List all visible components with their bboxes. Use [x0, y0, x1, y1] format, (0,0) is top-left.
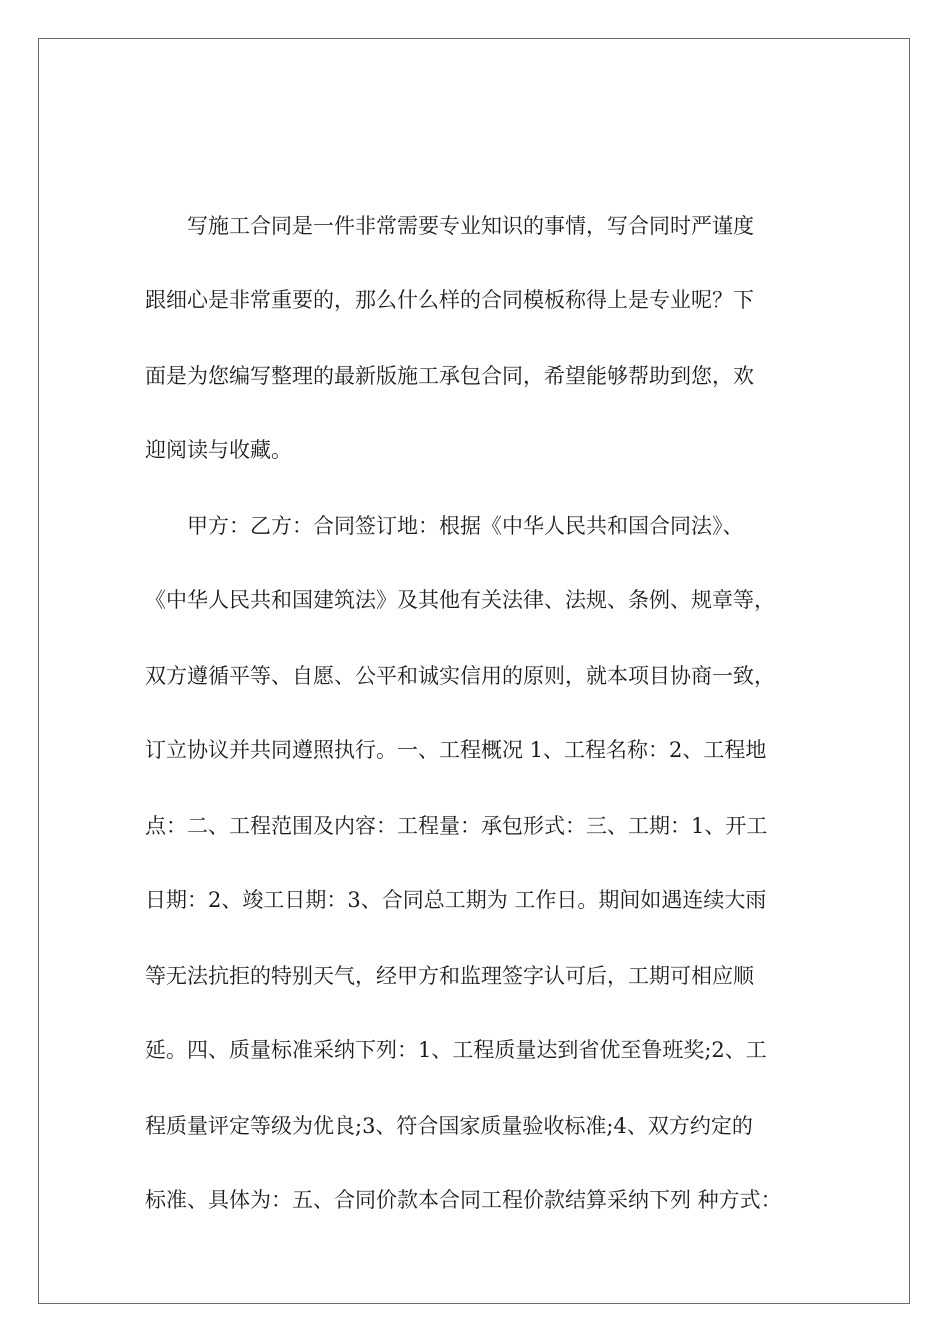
- intro-line-3: 面是为您编写整理的最新版施工承包合同，希望能够帮助到您，欢: [145, 364, 754, 388]
- intro-line-4: 迎阅读与收藏。: [145, 438, 292, 462]
- body-line-3: 双方遵循平等、自愿、公平和诚实信用的原则，就本项目协商一致，: [145, 664, 775, 688]
- body-line-8: 延。四、质量标准采纳下列：1、工程质量达到省优至鲁班奖;2、工: [145, 1038, 767, 1062]
- intro-line-2: 跟细心是非常重要的，那么什么样的合同模板称得上是专业呢？下: [145, 288, 754, 312]
- body-line-6: 日期：2、竣工日期：3、合同总工期为 工作日。期间如遇连续大雨: [145, 888, 767, 912]
- body-line-9: 程质量评定等级为优良;3、符合国家质量验收标准;4、双方约定的: [145, 1114, 753, 1138]
- body-line-2: 《中华人民共和国建筑法》及其他有关法律、法规、条例、规章等，: [145, 588, 775, 612]
- body-line-4: 订立协议并共同遵照执行。一、工程概况 1、工程名称：2、工程地: [145, 738, 767, 762]
- body-line-7: 等无法抗拒的特别天气，经甲方和监理签字认可后，工期可相应顺: [145, 964, 754, 988]
- body-line-1: 甲方：乙方：合同签订地：根据《中华人民共和国合同法》、: [187, 514, 744, 538]
- intro-line-1: 写施工合同是一件非常需要专业知识的事情，写合同时严谨度: [187, 214, 754, 238]
- body-line-5: 点：二、工程范围及内容：工程量：承包形式：三、工期：1、开工: [145, 814, 768, 838]
- body-line-10: 标准、具体为：五、合同价款本合同工程价款结算采纳下列 种方式：: [145, 1188, 782, 1212]
